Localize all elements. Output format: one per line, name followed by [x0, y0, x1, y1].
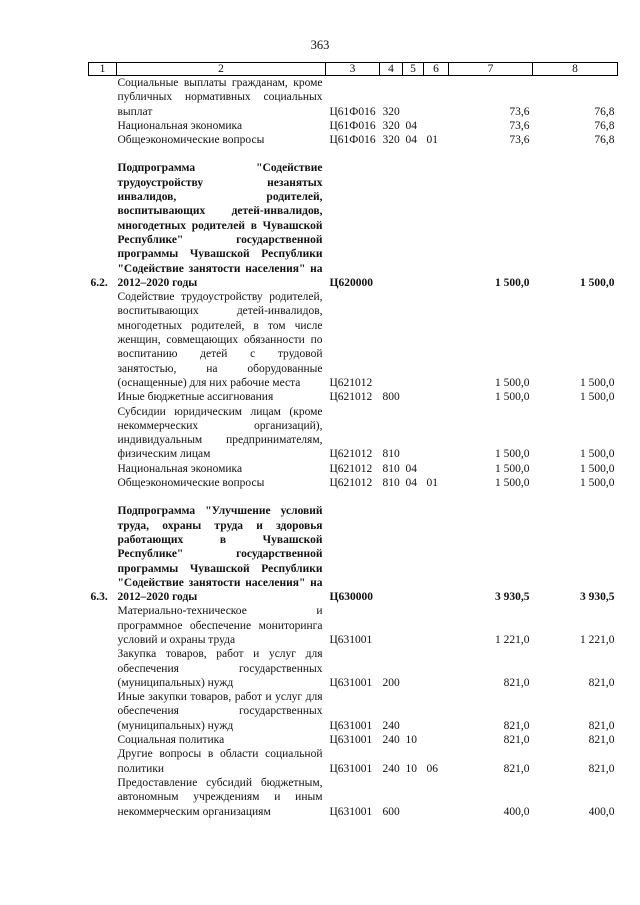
amount-year-2: 76,8	[594, 119, 615, 132]
subsection-code	[424, 647, 449, 690]
amount-year-1: 3 930,5	[495, 591, 530, 604]
target-article-code: Ц631001	[329, 676, 373, 689]
amount-year-1: 1 221,0	[495, 633, 530, 646]
section-number	[89, 747, 117, 776]
section-number	[89, 647, 117, 690]
expense-type-code: 320	[382, 105, 400, 118]
amount-year-2: 1 500,0	[580, 391, 615, 404]
item-name: Другие вопросы в области социальной политики	[117, 748, 323, 775]
expense-type-code: 200	[382, 676, 400, 689]
table-row	[89, 119, 618, 133]
amount-year-2: 76,8	[594, 134, 615, 147]
target-article-code: Ц631001	[329, 719, 373, 732]
section-code	[403, 647, 424, 690]
expense-type-code: 240	[382, 719, 400, 732]
table-row	[89, 390, 618, 404]
section-code	[403, 504, 424, 604]
amount-year-1: 1 500,0	[495, 462, 530, 475]
section-number: 6.3.	[90, 591, 108, 604]
subsection-code: 01	[426, 134, 438, 147]
column-header: 5	[403, 63, 424, 76]
section-number	[89, 390, 117, 404]
subsection-code: 06	[426, 762, 438, 775]
expense-type-code: 810	[382, 462, 400, 475]
subsection-code	[424, 504, 449, 604]
item-name: Подпрограмма "Улучшение условий труда, охраны труда и здоровья работающих в Чувашской Республике" государственной программы Чувашской Республики "Содействие занятости населения" на 2012–2020 годы	[117, 505, 323, 604]
amount-year-1: 1 500,0	[495, 477, 530, 490]
item-name: Национальная экономика	[117, 462, 243, 475]
expense-type-code	[380, 604, 403, 647]
expense-type-code: 810	[382, 448, 400, 461]
target-article-code: Ц621012	[329, 477, 373, 490]
section-code: 10	[405, 734, 417, 747]
section-number	[89, 133, 117, 147]
section-number	[89, 76, 117, 119]
target-article-code: Ц621012	[329, 391, 373, 404]
budget-table	[88, 62, 618, 819]
section-number	[89, 733, 117, 747]
amount-year-1: 1 500,0	[495, 276, 530, 289]
target-article-code: Ц621012	[329, 376, 373, 389]
amount-year-1: 1 500,0	[495, 448, 530, 461]
subprogram-row	[89, 161, 618, 290]
amount-year-2: 821,0	[588, 734, 615, 747]
spacer-row	[89, 147, 618, 161]
subsection-code	[424, 290, 449, 390]
item-name: Содействие трудоустройству родителей, воспитывающих детей-инвалидов, многодетных родителей, в том числе женщин, совмещающих обязанности по воспитанию детей с трудовой занятостью, на оборудованные (оснащенные) для них рабочие места	[117, 291, 323, 389]
item-name: Закупка товаров, работ и услуг для обеспечения государственных (муниципальных) нужд	[117, 648, 323, 689]
target-article-code: Ц630000	[329, 591, 373, 604]
subsection-code	[424, 776, 449, 819]
subsection-code	[424, 76, 449, 119]
target-article-code: Ц621012	[329, 448, 373, 461]
amount-year-2: 821,0	[588, 676, 615, 689]
table-row	[89, 604, 618, 647]
item-name: Общеэкономические вопросы	[117, 477, 265, 490]
table-row	[89, 747, 618, 776]
item-name: Иные бюджетные ассигнования	[117, 391, 274, 404]
amount-year-2: 1 500,0	[580, 477, 615, 490]
target-article-code: Ц61Ф016	[329, 134, 376, 147]
subsection-code	[424, 405, 449, 462]
table-row	[89, 462, 618, 476]
subsection-code	[424, 604, 449, 647]
target-article-code: Ц61Ф016	[329, 105, 376, 118]
amount-year-1: 1 500,0	[495, 376, 530, 389]
spacer-cell	[89, 147, 618, 161]
item-name: Социальные выплаты гражданам, кроме публичных нормативных социальных выплат	[117, 77, 323, 118]
section-code: 04	[405, 462, 417, 475]
column-header: 4	[380, 63, 403, 76]
expense-type-code: 810	[382, 477, 400, 490]
table-body	[89, 76, 618, 819]
section-number	[89, 405, 117, 462]
subsection-code	[424, 733, 449, 747]
subsection-code	[424, 119, 449, 133]
expense-type-code	[380, 504, 403, 604]
section-code	[403, 161, 424, 290]
target-article-code: Ц631001	[329, 762, 373, 775]
table-row	[89, 133, 618, 147]
column-header: 8	[533, 63, 618, 76]
section-code	[403, 690, 424, 733]
subprogram-row	[89, 504, 618, 604]
amount-year-2: 400,0	[588, 805, 615, 818]
amount-year-1: 821,0	[503, 762, 530, 775]
expense-type-code: 600	[382, 805, 400, 818]
table-row	[89, 76, 618, 119]
section-code: 04	[405, 134, 417, 147]
section-code: 04	[405, 119, 417, 132]
section-code: 10	[405, 762, 417, 775]
table-row	[89, 290, 618, 390]
item-name: Материально-техническое и программное обеспечение мониторинга условий и охраны труда	[117, 605, 323, 646]
item-name: Предоставление субсидий бюджетным, автономным учреждениям и иным некоммерческим организациям	[117, 776, 323, 818]
section-code	[403, 405, 424, 462]
section-number	[89, 690, 117, 733]
subsection-code	[424, 462, 449, 476]
target-article-code: Ц621012	[329, 462, 373, 475]
section-code	[403, 76, 424, 119]
amount-year-1: 1 500,0	[495, 391, 530, 404]
section-code	[403, 776, 424, 819]
expense-type-code: 240	[382, 734, 400, 747]
item-name: Иные закупки товаров, работ и услуг для обеспечения государственных (муниципальных) нужд	[117, 691, 323, 732]
section-number	[89, 776, 117, 819]
amount-year-1: 821,0	[503, 734, 530, 747]
column-header: 7	[449, 63, 533, 76]
target-article-code: Ц631001	[329, 633, 373, 646]
amount-year-2: 1 500,0	[580, 376, 615, 389]
column-header: 1	[89, 63, 117, 76]
amount-year-2: 821,0	[588, 719, 615, 732]
amount-year-2: 3 930,5	[580, 591, 615, 604]
section-code: 04	[405, 477, 417, 490]
table-row	[89, 733, 618, 747]
section-number: 6.2.	[90, 276, 108, 289]
amount-year-2: 1 500,0	[580, 448, 615, 461]
expense-type-code: 320	[382, 134, 400, 147]
section-number	[89, 290, 117, 390]
expense-type-code: 240	[382, 762, 400, 775]
item-name: Социальная политика	[117, 734, 225, 747]
section-number	[89, 476, 117, 490]
subsection-code	[424, 690, 449, 733]
target-article-code: Ц631001	[329, 805, 373, 818]
item-name: Субсидии юридическим лицам (кроме некоммерческих организаций), индивидуальным предпринимателям, физическим лицам	[117, 405, 323, 461]
subsection-code	[424, 390, 449, 404]
section-number	[89, 604, 117, 647]
table-row	[89, 647, 618, 690]
amount-year-1: 73,6	[509, 119, 530, 132]
column-header: 3	[326, 63, 380, 76]
amount-year-1: 821,0	[503, 676, 530, 689]
item-name: Национальная экономика	[117, 119, 243, 132]
expense-type-code	[380, 161, 403, 290]
amount-year-1: 400,0	[503, 805, 530, 818]
column-header-row	[89, 63, 618, 76]
amount-year-1: 73,6	[509, 105, 530, 118]
table-row	[89, 405, 618, 462]
amount-year-2: 1 221,0	[580, 633, 615, 646]
table-row	[89, 476, 618, 490]
spacer-row	[89, 490, 618, 504]
section-number	[89, 462, 117, 476]
item-name: Общеэкономические вопросы	[117, 134, 265, 147]
table-row	[89, 776, 618, 819]
subsection-code	[424, 161, 449, 290]
spacer-cell	[89, 490, 618, 504]
expense-type-code: 320	[382, 119, 400, 132]
section-number	[89, 119, 117, 133]
amount-year-1: 73,6	[509, 134, 530, 147]
amount-year-1: 821,0	[503, 719, 530, 732]
amount-year-2: 821,0	[588, 762, 615, 775]
target-article-code: Ц620000	[329, 276, 373, 289]
column-header: 6	[424, 63, 449, 76]
amount-year-2: 76,8	[594, 105, 615, 118]
section-code	[403, 290, 424, 390]
page-number: 363	[310, 38, 330, 52]
amount-year-2: 1 500,0	[580, 462, 615, 475]
expense-type-code: 800	[382, 391, 400, 404]
subsection-code: 01	[426, 477, 438, 490]
target-article-code: Ц631001	[329, 734, 373, 747]
section-code	[403, 604, 424, 647]
amount-year-2: 1 500,0	[580, 276, 615, 289]
table-row	[89, 690, 618, 733]
item-name: Подпрограмма "Содействие трудоустройству незанятых инвалидов, родителей, воспитывающих детей-инвалидов, многодетных родителей в Чувашской Республике" государственной программы Чувашской Республики "Содействие занятости населения" на 2012–2020 годы	[117, 162, 323, 289]
column-header: 2	[117, 63, 326, 76]
target-article-code: Ц61Ф016	[329, 119, 376, 132]
section-code	[403, 390, 424, 404]
expense-type-code	[380, 290, 403, 390]
